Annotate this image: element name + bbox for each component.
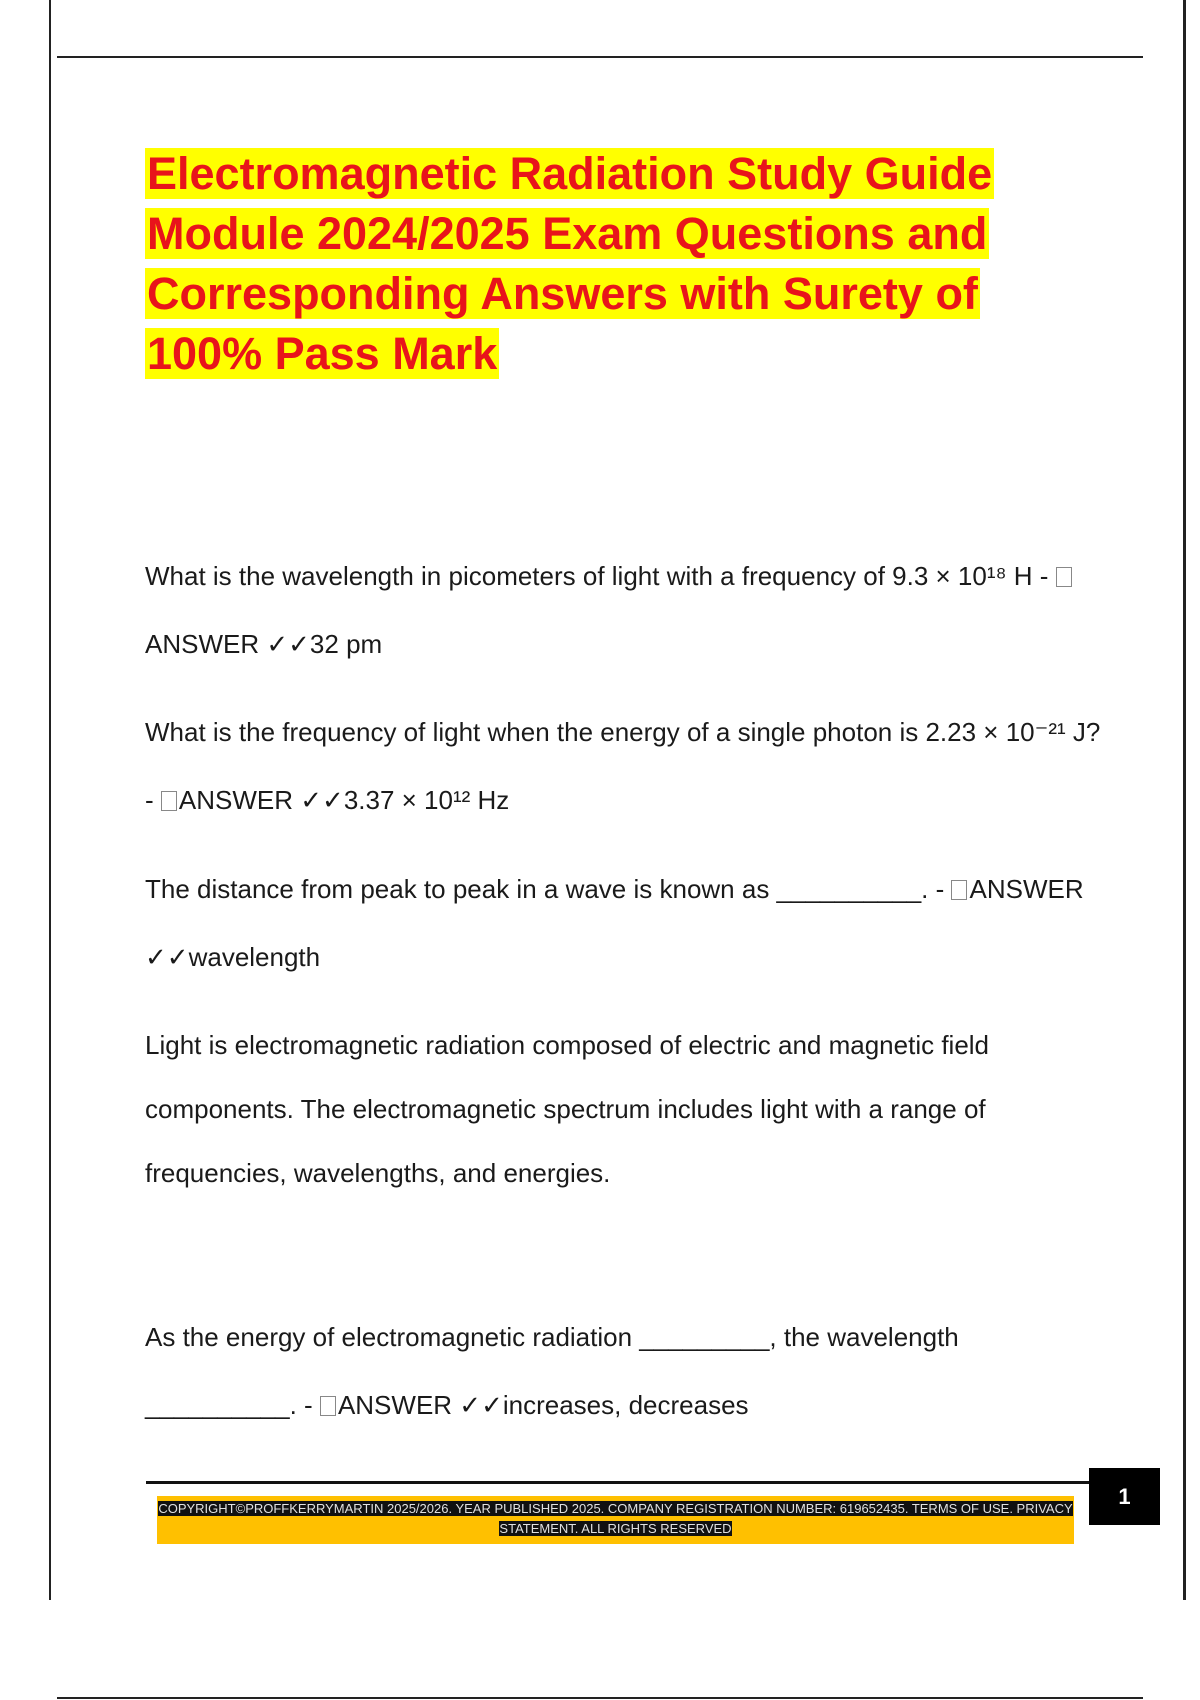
checkbox-glyph-icon	[320, 1396, 336, 1416]
qa-item-2	[145, 698, 1105, 834]
question-text: What is the wavelength in picometers of light with a frequency of 9.3 × 10¹⁸ H -	[145, 561, 1056, 591]
page-border-right	[1183, 0, 1186, 1600]
checkbox-glyph-icon	[1056, 567, 1072, 587]
document-title	[145, 144, 1065, 384]
page-number: 1	[1089, 1468, 1160, 1525]
question-text: The distance from peak to peak in a wave is known as __________. -	[145, 874, 952, 904]
answer-text: 3.37 × 10¹² Hz	[343, 785, 510, 815]
qa-item-3	[145, 855, 1105, 991]
answer-text: 32 pm	[309, 629, 383, 659]
answer-prefix: ANSWER ✓✓	[145, 874, 1084, 972]
answer-prefix: ANSWER ✓✓	[337, 1390, 503, 1420]
checkbox-glyph-icon	[161, 791, 177, 811]
header-rule	[57, 56, 1143, 58]
answer-text: increases, decreases	[502, 1390, 749, 1420]
document-title-text: Electromagnetic Radiation Study Guide Module 2024/2025 Exam Questions and Corresponding Answers with Surety of 100% Pass Mark	[147, 148, 993, 379]
answer-prefix: ANSWER ✓✓	[178, 785, 344, 815]
page-border-left	[49, 0, 51, 1600]
footer-copyright-text: COPYRIGHT©PROFFKERRYMARTIN 2025/2026. YEAR PUBLISHED 2025. COMPANY REGISTRATION NUMBER: 619652435. TERMS OF USE. PRIVACY STATEMENT. ALL RIGHTS RESERVED	[158, 1501, 1073, 1536]
qa-item-5	[145, 1303, 1105, 1439]
qa-item-1	[145, 542, 1105, 678]
question-text: What is the frequency of light when the energy of a single photon is 2.23 × 10⁻²¹ J? -	[145, 717, 1101, 815]
info-paragraph	[145, 1013, 1105, 1205]
checkbox-glyph-icon	[951, 880, 967, 900]
info-text: Light is electromagnetic radiation composed of electric and magnetic field components. The electromagnetic spectrum includes light with a range of frequencies, wavelengths, and energies.	[145, 1030, 990, 1188]
next-page-rule	[57, 1697, 1143, 1699]
question-text: As the energy of electromagnetic radiation _________, the wavelength __________. -	[145, 1322, 959, 1420]
answer-text: wavelength	[188, 942, 321, 972]
footer-copyright	[157, 1496, 1074, 1544]
footer-rule	[146, 1481, 1090, 1484]
answer-prefix: ANSWER ✓✓	[145, 629, 310, 659]
